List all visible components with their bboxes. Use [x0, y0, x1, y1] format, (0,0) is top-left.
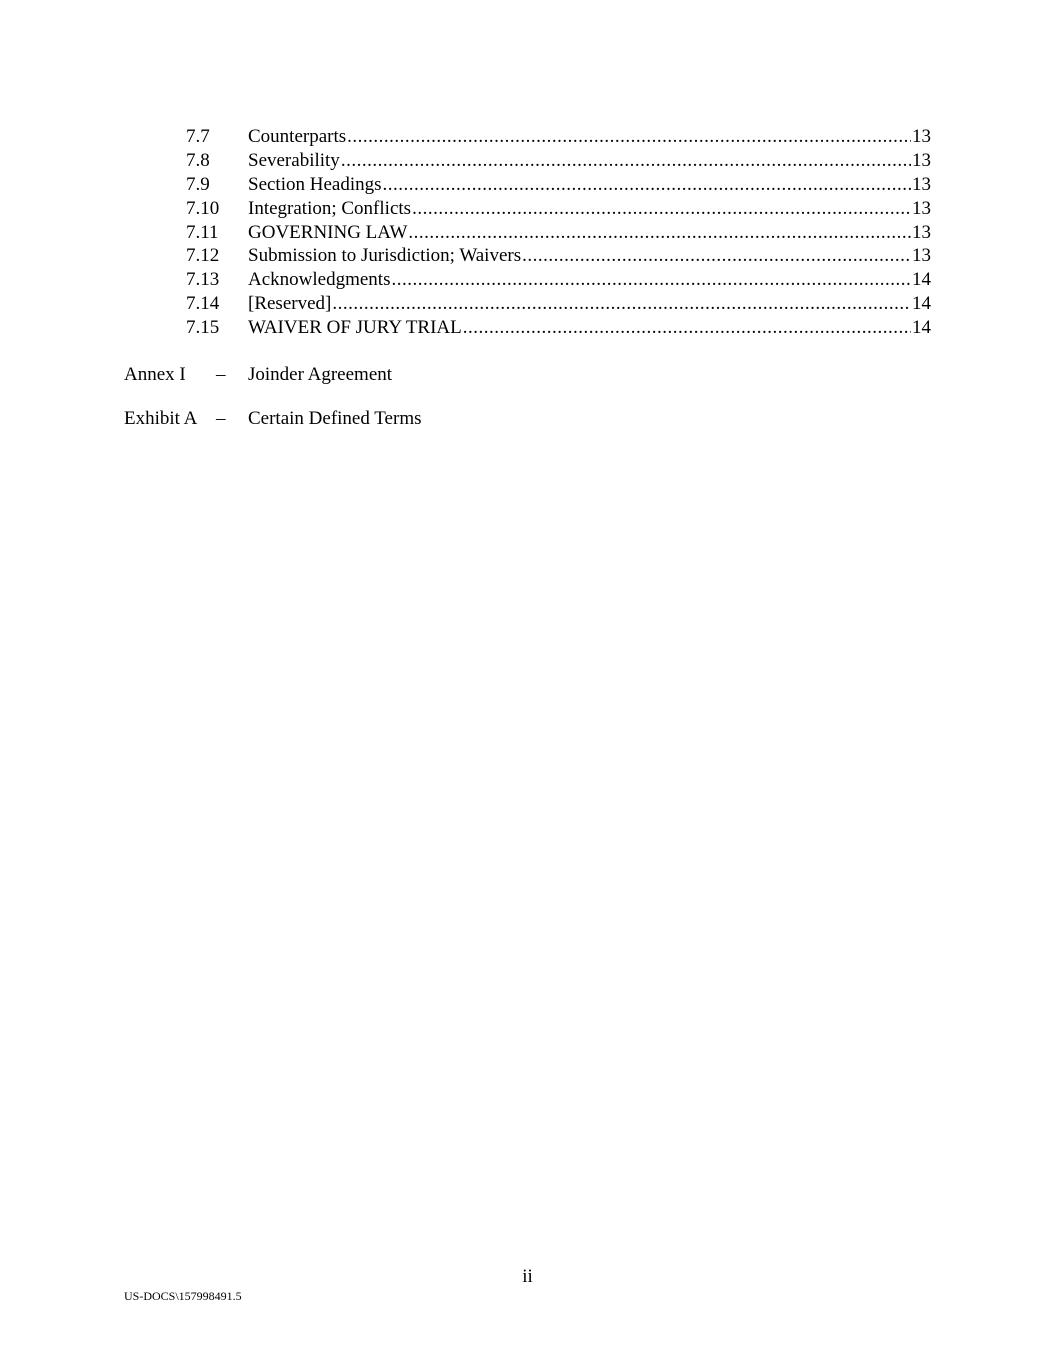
- toc-dot-leader: [332, 292, 911, 316]
- toc-section-number: 7.7: [186, 126, 210, 147]
- toc-section-title: Acknowledgments: [248, 269, 391, 291]
- toc-row: [186, 149, 931, 173]
- attachment-title: Joinder Agreement: [248, 364, 393, 385]
- toc-section-number: 7.13: [186, 269, 220, 291]
- toc-page-number: 14: [912, 317, 931, 339]
- attachment-dash: –: [216, 408, 226, 429]
- toc-section-number: 7.8: [186, 149, 210, 171]
- toc-section-title: WAIVER OF JURY TRIAL: [248, 317, 462, 339]
- attachment-title: Certain Defined Terms: [248, 408, 422, 429]
- attachment-row: [124, 406, 724, 432]
- toc-dot-leader: [408, 221, 911, 245]
- toc-entry: [248, 173, 931, 197]
- toc-page-number: 13: [912, 149, 931, 171]
- toc-section-title: Submission to Jurisdiction; Waivers: [248, 245, 522, 267]
- toc-row: [186, 244, 931, 268]
- toc-row: [186, 221, 931, 245]
- toc-entry: [248, 244, 931, 268]
- toc-entry: [248, 149, 931, 173]
- toc-section-number: 7.11: [186, 221, 219, 243]
- toc-row: [186, 125, 931, 149]
- toc-entry: [248, 316, 931, 340]
- attachment-row: [124, 362, 724, 388]
- toc-section-title: Section Headings: [248, 173, 382, 195]
- toc-dot-leader: [341, 149, 911, 173]
- toc-page-number: 14: [912, 269, 931, 291]
- toc-section-title: Severability: [248, 149, 340, 171]
- toc-page-number: 13: [912, 245, 931, 267]
- toc-dot-leader: [522, 244, 911, 268]
- toc-entry: [248, 292, 931, 316]
- toc-row: [186, 316, 931, 340]
- toc-row: [186, 173, 931, 197]
- toc-row: [186, 292, 931, 316]
- toc-page-number: 13: [912, 173, 931, 195]
- toc-row: [186, 268, 931, 292]
- page-number: ii: [522, 1266, 533, 1287]
- toc-page-number: 14: [912, 293, 931, 315]
- toc-row: [186, 197, 931, 221]
- table-of-contents: [186, 125, 931, 340]
- document-id: US-DOCS\157998491.5: [124, 1289, 242, 1303]
- toc-dot-leader: [463, 316, 911, 340]
- attachment-dash: –: [216, 364, 226, 385]
- toc-dot-leader: [383, 173, 911, 197]
- toc-dot-leader: [347, 125, 911, 149]
- toc-dot-leader: [391, 268, 911, 292]
- toc-entry: [248, 125, 931, 149]
- attachment-label: Annex I: [124, 364, 186, 385]
- attachments-list: [124, 362, 724, 450]
- toc-entry: [248, 268, 931, 292]
- toc-section-number: 7.14: [186, 293, 220, 315]
- toc-section-number: 7.12: [186, 245, 220, 267]
- toc-section-number: 7.10: [186, 197, 220, 219]
- toc-section-title: GOVERNING LAW: [248, 221, 408, 243]
- toc-section-title: Integration; Conflicts: [248, 197, 412, 219]
- toc-section-number: 7.15: [186, 317, 220, 339]
- toc-section-title: [Reserved]: [248, 293, 332, 315]
- toc-entry: [248, 197, 931, 221]
- attachment-label: Exhibit A: [124, 408, 198, 429]
- toc-dot-leader: [412, 197, 911, 221]
- toc-section-title: Counterparts: [248, 126, 347, 147]
- toc-page-number: 13: [912, 126, 931, 147]
- toc-page-number: 13: [912, 197, 931, 219]
- toc-section-number: 7.9: [186, 173, 210, 195]
- toc-page-number: 13: [912, 221, 931, 243]
- toc-entry: [248, 221, 931, 245]
